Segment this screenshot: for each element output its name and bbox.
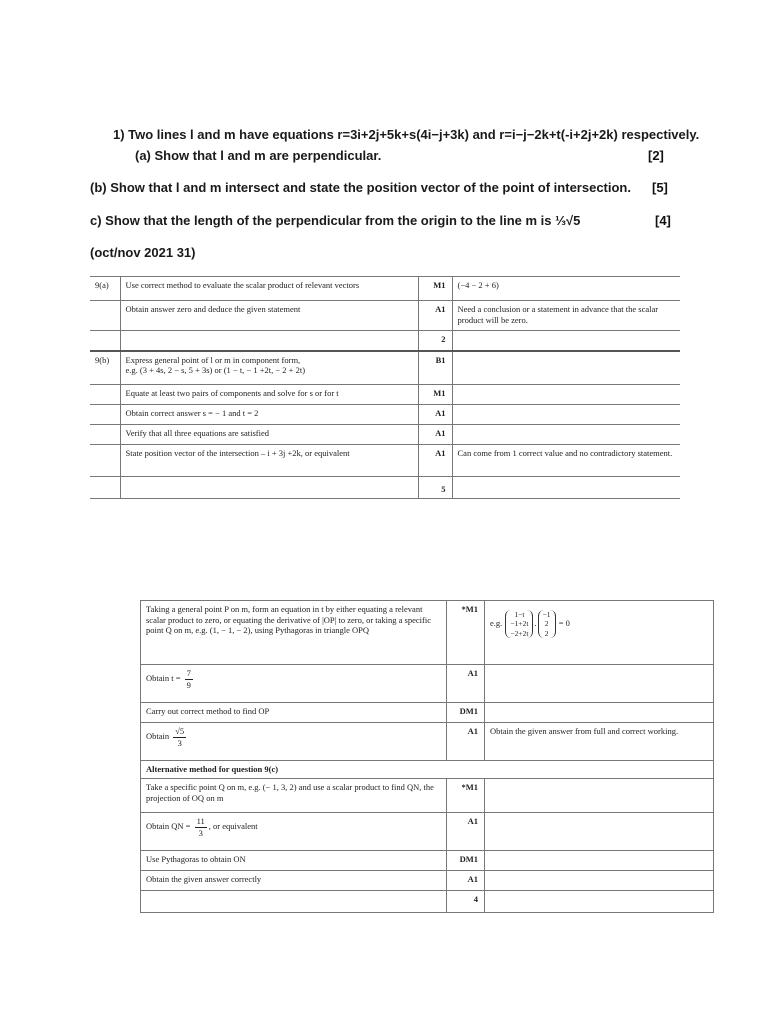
guidance bbox=[485, 851, 714, 871]
answer-text: State position vector of the intersection – i + 3j +2k, or equivalent bbox=[120, 445, 418, 477]
fraction bbox=[185, 668, 193, 690]
answer-text bbox=[120, 331, 418, 351]
mark-code: A1 bbox=[418, 445, 452, 477]
answer-text bbox=[120, 351, 418, 385]
vector-entry: −1+2t bbox=[510, 619, 529, 629]
answer-line-2: e.g. (3 + 4s, 2 − s, 5 + 3s) or (1 − t, − 1 +2t, − 2 + 2t) bbox=[125, 365, 306, 376]
question-number: 9(a) bbox=[90, 277, 120, 301]
numerator: 7 bbox=[186, 668, 191, 678]
question-part-c: c) Show that the length of the perpendicular from the origin to the line m is ⅓√5 bbox=[90, 213, 581, 228]
table-row bbox=[141, 703, 714, 723]
equals-zero: = 0 bbox=[558, 618, 570, 629]
mark-code: *M1 bbox=[447, 601, 485, 665]
answer-text: Taking a general point P on m, form an equation in t by either equating a relevant scalar product to zero, or equating the derivative of |OP| to zero, or taking a specific point Q on m, e.g. (1, − 1, − 2), using Pythagoras in triangle OPQ bbox=[141, 601, 447, 665]
mark-total: 4 bbox=[447, 891, 485, 913]
answer-text: Use Pythagoras to obtain ON bbox=[141, 851, 447, 871]
guidance bbox=[485, 779, 714, 813]
denominator: 3 bbox=[177, 737, 182, 748]
table-row bbox=[141, 871, 714, 891]
answer-text bbox=[141, 665, 447, 703]
fraction bbox=[195, 816, 207, 838]
table-row bbox=[141, 761, 714, 779]
guidance-vector-equation bbox=[490, 610, 708, 638]
mark-code: A1 bbox=[447, 665, 485, 703]
guidance bbox=[485, 813, 714, 851]
denominator: 9 bbox=[186, 679, 191, 690]
table-row bbox=[90, 301, 680, 331]
answer-text: Carry out correct method to find OP bbox=[141, 703, 447, 723]
mark-code: *M1 bbox=[447, 779, 485, 813]
mark-code: M1 bbox=[418, 277, 452, 301]
guidance bbox=[452, 477, 680, 499]
or-equivalent: , or equivalent bbox=[208, 821, 258, 832]
mark-code: A1 bbox=[447, 871, 485, 891]
question-source: (oct/nov 2021 31) bbox=[90, 245, 196, 260]
answer-text bbox=[120, 477, 418, 499]
dot-operator: . bbox=[534, 618, 537, 629]
answer-text bbox=[141, 813, 447, 851]
obtain-label: Obtain bbox=[146, 731, 170, 742]
answer-text: Obtain the given answer correctly bbox=[141, 871, 447, 891]
mark-code: DM1 bbox=[447, 851, 485, 871]
fraction bbox=[173, 726, 186, 748]
part-a-marks: [2] bbox=[648, 148, 664, 163]
denominator: 3 bbox=[198, 827, 203, 838]
question-number bbox=[90, 445, 120, 477]
mark-total: 5 bbox=[418, 477, 452, 499]
answer-text: Take a specific point Q on m, e.g. (− 1, 3, 2) and use a scalar product to find QN, the projection of OQ on m bbox=[141, 779, 447, 813]
question-number bbox=[90, 405, 120, 425]
vector-entry: −2+2t bbox=[510, 628, 529, 638]
obtain-t-label: Obtain t = bbox=[146, 673, 181, 684]
answer-text: Verify that all three equations are satisfied bbox=[120, 425, 418, 445]
part-b-marks: [5] bbox=[652, 180, 668, 195]
guidance bbox=[452, 331, 680, 351]
guidance: Can come from 1 correct value and no contradictory statement. bbox=[452, 445, 680, 477]
part-c-marks: [4] bbox=[655, 213, 671, 228]
guidance bbox=[485, 601, 714, 665]
mark-scheme-table-ab bbox=[90, 276, 680, 499]
table-row bbox=[90, 385, 680, 405]
guidance bbox=[485, 871, 714, 891]
table-row bbox=[90, 351, 680, 385]
table-row bbox=[90, 405, 680, 425]
mark-code: A1 bbox=[447, 723, 485, 761]
table-row bbox=[90, 477, 680, 499]
eg-label: e.g. bbox=[490, 618, 503, 629]
answer-text bbox=[141, 723, 447, 761]
answer-text bbox=[141, 891, 447, 913]
table-row bbox=[141, 779, 714, 813]
question-part-a: (a) Show that l and m are perpendicular. bbox=[135, 148, 382, 163]
guidance bbox=[452, 351, 680, 385]
table-row bbox=[141, 851, 714, 871]
vector-direction bbox=[538, 610, 556, 638]
guidance bbox=[452, 385, 680, 405]
answer-line-1: Express general point of l or m in component form, bbox=[125, 354, 301, 365]
mark-code: A1 bbox=[447, 813, 485, 851]
vector-entry: −1 bbox=[542, 610, 551, 619]
table-row bbox=[141, 891, 714, 913]
mark-code: DM1 bbox=[447, 703, 485, 723]
table-row bbox=[141, 601, 714, 665]
numerator: √5 bbox=[175, 726, 185, 736]
table-row bbox=[90, 277, 680, 301]
guidance bbox=[485, 891, 714, 913]
table-row bbox=[90, 445, 680, 477]
guidance: Need a conclusion or a statement in advance that the scalar product will be zero. bbox=[452, 301, 680, 331]
vector-entry: 2 bbox=[544, 628, 549, 638]
obtain-qn-label: Obtain QN = bbox=[146, 821, 191, 832]
mark-scheme-table-c bbox=[140, 600, 714, 913]
answer-text: Obtain answer zero and deduce the given statement bbox=[120, 301, 418, 331]
mark-code: M1 bbox=[418, 385, 452, 405]
table-row bbox=[141, 813, 714, 851]
guidance bbox=[485, 703, 714, 723]
vector-entry: 1−t bbox=[514, 610, 525, 619]
vector-op bbox=[505, 610, 533, 638]
table-row bbox=[141, 665, 714, 703]
question-number bbox=[90, 477, 120, 499]
question-number bbox=[90, 301, 120, 331]
mark-code: A1 bbox=[418, 425, 452, 445]
answer-text: Equate at least two pairs of components and solve for s or for t bbox=[120, 385, 418, 405]
answer-text: Use correct method to evaluate the scalar product of relevant vectors bbox=[120, 277, 418, 301]
mark-code: A1 bbox=[418, 405, 452, 425]
question-part-b: (b) Show that l and m intersect and state the position vector of the point of intersection. bbox=[90, 180, 631, 195]
question-line-1: 1) Two lines l and m have equations r=3i+2j+5k+s(4i−j+3k) and r=i−j−2k+t(-i+2j+2k) respectively. bbox=[113, 127, 700, 142]
guidance bbox=[485, 665, 714, 703]
mark-code: B1 bbox=[418, 351, 452, 385]
vector-entry: 2 bbox=[544, 619, 549, 629]
question-number bbox=[90, 385, 120, 405]
alternative-method-heading: Alternative method for question 9(c) bbox=[141, 761, 714, 779]
guidance: (−4 − 2 + 6) bbox=[452, 277, 680, 301]
question-number bbox=[90, 331, 120, 351]
table-row bbox=[90, 425, 680, 445]
guidance: Obtain the given answer from full and correct working. bbox=[485, 723, 714, 761]
guidance bbox=[452, 425, 680, 445]
question-number bbox=[90, 425, 120, 445]
mark-code: A1 bbox=[418, 301, 452, 331]
numerator: 11 bbox=[196, 816, 205, 826]
guidance bbox=[452, 405, 680, 425]
question-number: 9(b) bbox=[90, 351, 120, 385]
table-row bbox=[141, 723, 714, 761]
mark-total: 2 bbox=[418, 331, 452, 351]
table-row bbox=[90, 331, 680, 351]
answer-text: Obtain correct answer s = − 1 and t = 2 bbox=[120, 405, 418, 425]
